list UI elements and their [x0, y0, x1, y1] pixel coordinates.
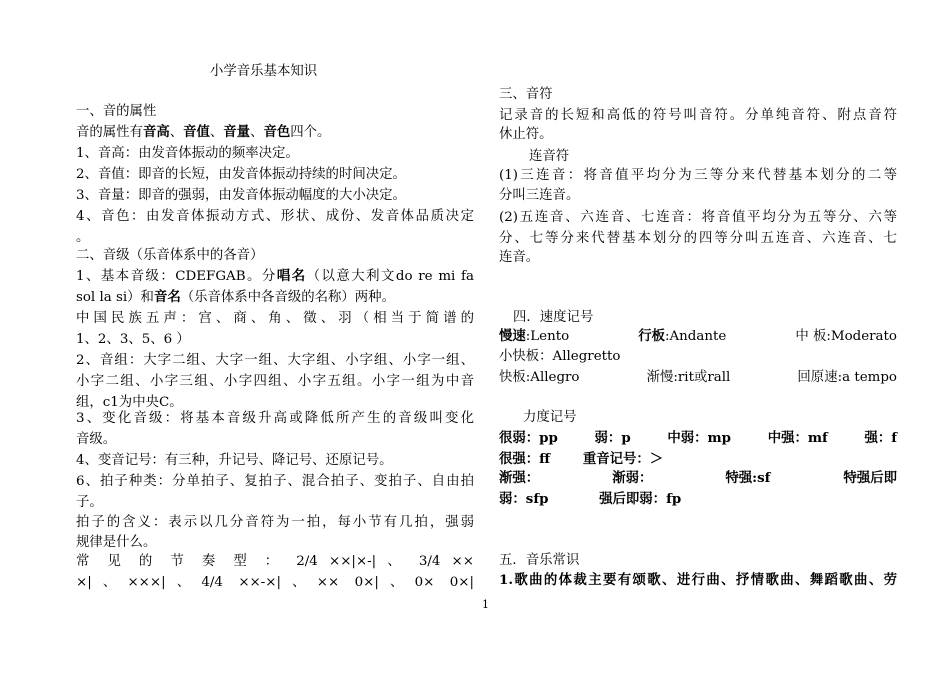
left-text-line: 中国民族五声：宫、商、角、徵、羽（相当于简谱的 — [76, 311, 474, 326]
dynamics-heading: 力度记号 — [523, 410, 577, 425]
dynamics-row-4: 弱：sfp 强后即弱：fp — [499, 491, 682, 507]
right-text-line: 休止符。 — [499, 127, 553, 142]
left-text-line: 一、音的属性 — [76, 104, 157, 119]
left-text-line: 拍子的含义：表示以几分音符为一拍，每小节有几拍，强弱 — [76, 515, 474, 530]
section5-heading: 五．音乐常识 — [499, 553, 580, 568]
left-text-line: 规律是什么。 — [76, 535, 157, 550]
left-text-line: 组，c1为中央C。 — [76, 395, 183, 410]
left-text-line: 子。 — [76, 495, 103, 510]
left-text-line: 。 — [76, 230, 90, 245]
left-text-line: ×|、×××|、4/4 ××-×|、×× 0×|、0× 0×| — [76, 575, 474, 590]
right-text-line: 四．速度记号 — [513, 310, 594, 325]
left-text-line: 小字二组、小字三组、小字四组、小字五组。小字一组为中音 — [76, 374, 474, 389]
left-text-line: 6、拍子种类：分单拍子、复拍子、混合拍子、变拍子、自由拍 — [76, 474, 474, 489]
tempo-row-2: 小快板：Allegretto — [499, 349, 621, 364]
left-text-line: 1、2、3、5、6 ） — [76, 332, 190, 347]
left-text-line: 4、音色：由发音体振动方式、形状、成份、发音体品质决定 — [76, 209, 474, 224]
dynamics-row-2: 很强：ff 重音记号：＞ — [499, 451, 664, 467]
tempo-row-1: 慢速:Lento 行板:Andante 中 板:Moderato — [499, 328, 897, 344]
left-text-line: 1、基本音级：CDEFGAB。分唱名（以意大利文do re mi fa — [76, 268, 474, 284]
left-text-line: sol la si）和音名（乐音体系中各音级的名称）两种。 — [76, 289, 395, 305]
right-text-line: 记录音的长短和高低的符号叫音符。分单纯音符、附点音符 — [499, 108, 897, 123]
left-text-line: 2、音值：即音的长短，由发音体振动持续的时间决定。 — [76, 167, 406, 182]
dynamics-row-1: 很弱：pp 弱：p 中弱：mp 中强：mf 强：f — [499, 430, 897, 446]
left-text-line: 音的属性有音高、音值、音量、音色四个。 — [76, 124, 331, 140]
right-text-line: 分、七等分来代替基本划分的四等分叫五连音、六连音、七 — [499, 231, 897, 246]
page-title: 小学音乐基本知识 — [210, 64, 318, 79]
right-text-line: 连音。 — [499, 250, 540, 265]
right-text-line: (2)五连音、六连音、七连音：将音值平均分为五等分、六等 — [499, 210, 897, 225]
right-text-line: 三、音符 — [499, 87, 553, 102]
page-number: 1 — [482, 598, 489, 611]
left-text-line: 3、音量：即音的强弱，由发音体振动幅度的大小决定。 — [76, 188, 406, 203]
left-text-line: 音级。 — [76, 432, 117, 447]
right-text-line: 分叫三连音。 — [499, 188, 580, 203]
left-text-line: 常 见 的 节 奏 型 ： 2/4 ××|×-| 、 3/4 ×× — [76, 554, 474, 569]
section5-line-1: 1.歌曲的体裁主要有颂歌、进行曲、抒情歌曲、舞蹈歌曲、劳 — [499, 572, 897, 588]
right-text-line: 连音符 — [529, 149, 570, 164]
right-text-line: (1)三连音：将音值平均分为三等分来代替基本划分的二等 — [499, 168, 897, 183]
left-text-line: 2、音组：大字二组、大字一组、大字组、小字组、小字一组、 — [76, 353, 474, 368]
tempo-row-3: 快板:Allegro 渐慢:rit或rall 回原速:a tempo — [499, 370, 897, 385]
dynamics-row-3: 渐强： 渐弱： 特强:sf 特强后即 — [499, 470, 897, 486]
left-text-line: 3、变化音级：将基本音级升高或降低所产生的音级叫变化 — [76, 411, 474, 426]
left-text-line: 二、音级（乐音体系中的各音） — [76, 248, 264, 263]
left-text-line: 1、音高：由发音体振动的频率决定。 — [76, 146, 299, 161]
left-text-line: 4、变音记号：有三种，升记号、降记号、还原记号。 — [76, 453, 393, 468]
